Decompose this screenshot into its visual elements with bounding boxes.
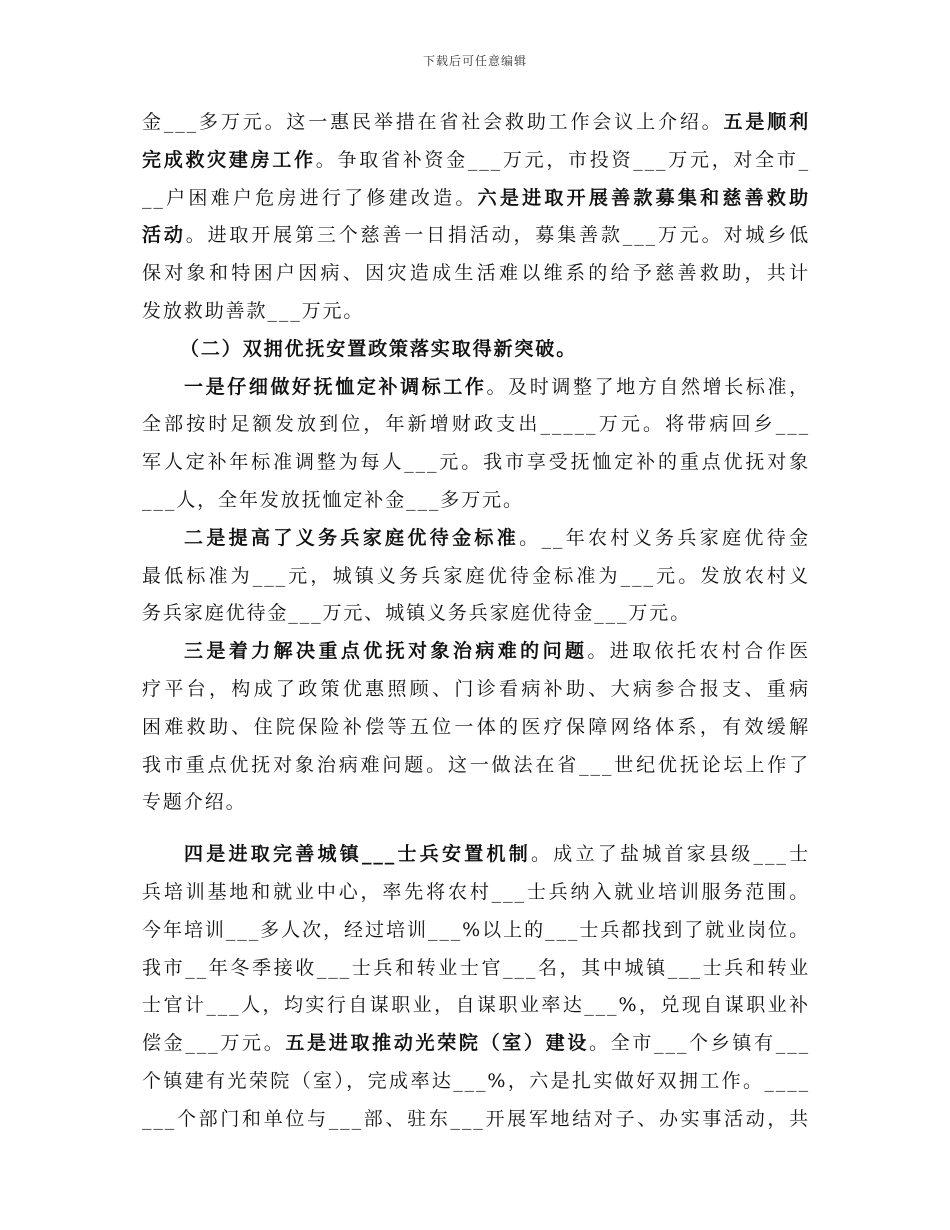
text-run: 。争取省补资金___万元，市投资___万元，对全市_ — [315, 148, 810, 171]
text-run: 。全市___个乡镇有___ — [589, 1032, 810, 1055]
text-line — [142, 1063, 810, 1101]
text-run: 个镇建有光荣院（室），完成率达___%，六是扎实做好双拥工作。____ — [142, 1069, 810, 1092]
text-line — [142, 912, 810, 950]
text-line — [142, 217, 810, 255]
text-run: 兵培训基地和就业中心，率先将农村___士兵纳入就业培训服务范围。 — [142, 880, 810, 903]
text-run: 我市__年冬季接收___士兵和转业士官___名，其中城镇___士兵和转业 — [142, 956, 810, 979]
text-line — [142, 784, 810, 822]
bold-text-run: 完成救灾建房工作 — [142, 148, 316, 171]
text-run: 。成立了盐城首家县级___士 — [531, 843, 810, 866]
bold-text-run: （二）双拥优抚安置政策落实取得新突破。 — [180, 337, 578, 360]
text-line — [142, 747, 810, 785]
section-heading — [142, 331, 810, 369]
text-run: 保对象和特困户因病、因灾造成生活难以维系的给予慈善救助，共计 — [142, 262, 810, 285]
text-run: 。及时调整了地方自然增长标准， — [486, 375, 810, 398]
text-run: 士官计___人，均实行自谋职业，自谋职业率达___%，兑现自谋职业补 — [142, 994, 810, 1017]
text-run: 金___多万元。这一惠民举措在省社会救助工作会议上介绍。 — [142, 111, 724, 133]
bold-text-run: 二是提高了义务兵家庭优待金标准 — [184, 526, 520, 549]
text-line — [142, 142, 810, 180]
text-run: 最低标准为___元，城镇义务兵家庭优待金标准为___元。发放农村义 — [142, 564, 810, 587]
text-run: ___人，全年发放抚恤定补金___多万元。 — [142, 488, 524, 511]
text-run: 军人定补年标准调整为每人___元。我市享受抚恤定补的重点优抚对象 — [142, 451, 810, 474]
text-run: 偿金___万元。 — [142, 1032, 286, 1055]
text-line — [142, 293, 810, 331]
text-line — [142, 558, 810, 596]
text-line — [142, 482, 810, 520]
text-line — [142, 950, 810, 988]
text-line — [142, 1101, 810, 1139]
text-line — [142, 874, 810, 912]
text-run: 专题介绍。 — [142, 791, 247, 814]
text-line — [142, 406, 810, 444]
document-body — [142, 104, 810, 1139]
text-line — [142, 836, 810, 874]
page-header: 下载后可任意编辑 — [422, 54, 527, 68]
text-line — [142, 595, 810, 633]
text-run: 发放救助善款___万元。 — [142, 299, 365, 322]
text-run: 困难救助、住院保险补偿等五位一体的医疗保障网络体系，有效缓解 — [142, 715, 810, 738]
bold-text-run: 三是着力解决重点优抚对象治病难的问题 — [184, 640, 588, 663]
text-line — [142, 671, 810, 709]
text-run: 疗平台，构成了政策优惠照顾、门诊看病补助、大病参合报支、重病 — [142, 677, 810, 700]
bold-text-run: 五是进取推动光荣院（室）建设 — [285, 1032, 590, 1055]
text-run: 全部按时足额发放到位，年新增财政支出_____万元。将带病回乡___ — [142, 413, 810, 436]
text-line — [142, 255, 810, 293]
bold-text-run: 六是进取开展善款募集和慈善救助 — [477, 186, 810, 209]
text-run: 。__年农村义务兵家庭优待金 — [519, 526, 810, 549]
bold-text-run: 四是进取完善城镇___士兵安置机制 — [184, 843, 532, 866]
text-line — [142, 709, 810, 747]
bold-text-run: 一是仔细做好抚恤定补调标工作 — [184, 375, 487, 398]
text-line — [142, 444, 810, 482]
text-run: 。进取依托农村合作医 — [587, 640, 810, 663]
text-line — [142, 633, 810, 671]
text-line — [142, 1025, 810, 1063]
bold-text-run: 五是顺利 — [723, 111, 810, 133]
text-run: __户困难户危房进行了修建改造。 — [142, 186, 478, 209]
text-line — [142, 369, 810, 407]
text-run: ___个部门和单位与___部、驻东___开展军地结对子、办实事活动，共 — [142, 1107, 810, 1130]
text-line — [142, 987, 810, 1025]
text-line — [142, 520, 810, 558]
text-run: 务兵家庭优待金___万元、城镇义务兵家庭优待金___万元。 — [142, 602, 692, 625]
text-run: 今年培训___多人次，经过培训___%以上的___士兵都找到了就业岗位。 — [142, 918, 810, 941]
text-run: 我市重点优抚对象治病难问题。这一做法在省___世纪优抚论坛上作了 — [142, 753, 810, 776]
text-run: 。进取开展第三个慈善一日捐活动，募集善款___万元。对城乡低 — [185, 224, 810, 247]
bold-text-run: 活动 — [142, 224, 186, 247]
text-line — [142, 180, 810, 218]
text-line — [142, 104, 810, 142]
